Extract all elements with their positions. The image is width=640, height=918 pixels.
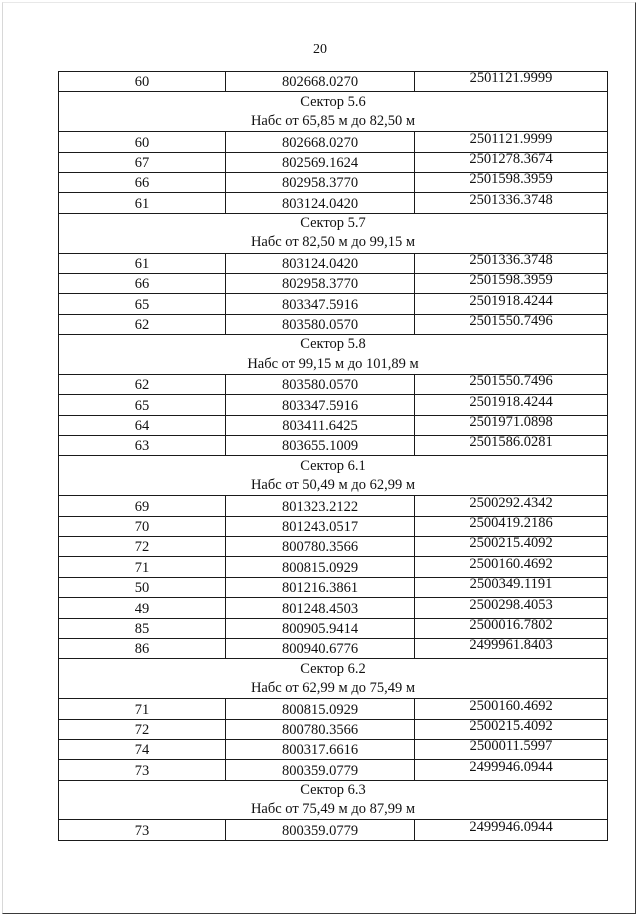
coordinates-table <box>58 71 608 841</box>
x-coordinate-value: 803411.6425 <box>282 418 358 435</box>
table-row <box>59 760 608 780</box>
x-coordinate-cell <box>226 760 415 780</box>
y-coordinate-value: 2500016.7802 <box>469 618 553 633</box>
sector-title: Сектор 5.8 <box>59 335 608 355</box>
y-coordinate-cell <box>415 496 608 516</box>
point-number-cell <box>59 598 226 618</box>
point-number-cell <box>59 172 226 192</box>
x-coordinate-cell <box>226 253 415 273</box>
x-coordinate-value: 803347.5916 <box>281 296 359 313</box>
y-coordinate-cell <box>415 618 608 638</box>
x-coordinate-value: 800905.9414 <box>281 620 359 637</box>
point-number-cell <box>59 193 226 213</box>
table-row <box>59 638 608 658</box>
point-number-value: 65 <box>134 296 150 313</box>
point-number-cell <box>59 152 226 172</box>
coordinates-table-body <box>59 72 608 841</box>
x-coordinate-value: 803655.1009 <box>281 438 359 455</box>
x-coordinate-cell <box>226 152 415 172</box>
y-coordinate-value: 2501598.3959 <box>469 172 553 188</box>
y-coordinate-value: 2501121.9999 <box>469 71 553 87</box>
x-coordinate-cell <box>226 496 415 516</box>
y-coordinate-value: 2500298.4053 <box>469 597 553 613</box>
height-range: Набс от 99,15 м до 101,89 м <box>59 354 608 374</box>
table-row <box>59 719 608 739</box>
x-coordinate-value: 800359.0779 <box>281 762 359 779</box>
x-coordinate-value: 802668.0270 <box>281 134 359 151</box>
x-coordinate-cell <box>226 132 415 152</box>
table-row <box>59 415 608 435</box>
sector-title: Сектор 6.3 <box>59 780 608 800</box>
height-range-row <box>59 800 608 820</box>
point-number-value: 66 <box>134 276 150 293</box>
x-coordinate-cell <box>226 193 415 213</box>
point-number-cell <box>59 719 226 739</box>
table-row <box>59 253 608 273</box>
x-coordinate-cell <box>226 598 415 618</box>
y-coordinate-cell <box>415 314 608 334</box>
table-row <box>59 618 608 638</box>
x-coordinate-cell <box>226 395 415 415</box>
y-coordinate-value: 2501918.4244 <box>469 394 553 410</box>
table-row <box>59 172 608 192</box>
table-row <box>59 536 608 556</box>
point-number-value: 60 <box>134 74 150 91</box>
point-number-cell <box>59 638 226 658</box>
x-coordinate-cell <box>226 618 415 638</box>
point-number-cell <box>59 699 226 719</box>
table-row <box>59 314 608 334</box>
y-coordinate-cell <box>415 699 608 719</box>
table-row <box>59 395 608 415</box>
point-number-cell <box>59 496 226 516</box>
y-coordinate-cell <box>415 536 608 556</box>
y-coordinate-value: 2500215.4092 <box>469 536 553 552</box>
y-coordinate-value: 2499961.8403 <box>469 638 553 654</box>
y-coordinate-cell <box>415 598 608 618</box>
y-coordinate-cell <box>415 193 608 213</box>
point-number-cell <box>59 760 226 780</box>
y-coordinate-cell <box>415 577 608 597</box>
x-coordinate-value: 800317.6616 <box>281 742 359 759</box>
sector-title-row <box>59 92 608 112</box>
y-coordinate-value: 2500292.4342 <box>469 495 553 511</box>
table-row <box>59 72 608 92</box>
y-coordinate-value: 2501918.4244 <box>469 293 553 309</box>
y-coordinate-cell <box>415 739 608 759</box>
x-coordinate-cell <box>226 273 415 293</box>
y-coordinate-value: 2501121.9999 <box>469 131 553 147</box>
y-coordinate-cell <box>415 395 608 415</box>
x-coordinate-cell <box>226 699 415 719</box>
x-coordinate-cell <box>226 516 415 536</box>
x-coordinate-value: 801243.0517 <box>281 518 359 535</box>
point-number-value: 71 <box>134 701 150 718</box>
table-row <box>59 598 608 618</box>
height-range: Набс от 62,99 м до 75,49 м <box>59 679 608 699</box>
x-coordinate-cell <box>226 557 415 577</box>
point-number-cell <box>59 557 226 577</box>
x-coordinate-value: 802569.1624 <box>281 154 359 171</box>
point-number-cell <box>59 415 226 435</box>
x-coordinate-value: 800815.0929 <box>281 559 359 576</box>
x-coordinate-value: 802958.3770 <box>281 175 359 192</box>
point-number-cell <box>59 820 226 840</box>
x-coordinate-cell <box>226 719 415 739</box>
point-number-value: 73 <box>134 822 150 839</box>
table-row <box>59 739 608 759</box>
point-number-cell <box>59 273 226 293</box>
x-coordinate-cell <box>226 739 415 759</box>
page-number: 20 <box>313 42 327 57</box>
y-coordinate-cell <box>415 273 608 293</box>
x-coordinate-value: 802668.0270 <box>281 74 359 91</box>
point-number-value: 62 <box>134 317 150 334</box>
table-row <box>59 577 608 597</box>
x-coordinate-value: 801323.2122 <box>281 498 359 515</box>
x-coordinate-value: 803347.5916 <box>281 397 359 414</box>
y-coordinate-cell <box>415 253 608 273</box>
y-coordinate-value: 2501278.3674 <box>469 152 553 167</box>
x-coordinate-cell <box>226 374 415 394</box>
x-coordinate-cell <box>226 577 415 597</box>
x-coordinate-cell <box>226 638 415 658</box>
height-range: Набс от 82,50 м до 99,15 м <box>59 233 608 253</box>
point-number-value: 60 <box>134 134 150 151</box>
height-range-row <box>59 233 608 253</box>
height-range-row <box>59 112 608 132</box>
point-number-value: 61 <box>134 195 150 212</box>
sector-title-row <box>59 659 608 679</box>
point-number-value: 86 <box>134 641 150 658</box>
y-coordinate-value: 2500349.1191 <box>469 577 553 593</box>
table-row <box>59 820 608 840</box>
x-coordinate-value: 803124.0420 <box>281 255 359 272</box>
y-coordinate-value: 2500215.4092 <box>469 719 553 734</box>
y-coordinate-cell <box>415 516 608 536</box>
point-number-cell <box>59 436 226 456</box>
sector-title-row <box>59 456 608 476</box>
y-coordinate-value: 2501598.3959 <box>469 273 553 289</box>
point-number-cell <box>59 536 226 556</box>
point-number-cell <box>59 253 226 273</box>
table-row <box>59 516 608 536</box>
y-coordinate-cell <box>415 557 608 577</box>
height-range-row <box>59 476 608 496</box>
point-number-value: 61 <box>134 255 150 272</box>
y-coordinate-value: 2501550.7496 <box>469 314 553 330</box>
y-coordinate-value: 2501336.3748 <box>469 192 553 208</box>
sector-title: Сектор 6.2 <box>59 659 608 679</box>
y-coordinate-cell <box>415 719 608 739</box>
y-coordinate-cell <box>415 760 608 780</box>
x-coordinate-value: 803580.0570 <box>281 317 359 334</box>
height-range-row <box>59 679 608 699</box>
y-coordinate-cell <box>415 72 608 92</box>
sector-title-row <box>59 780 608 800</box>
sector-title: Сектор 6.1 <box>59 456 608 476</box>
point-number-value: 62 <box>134 377 150 394</box>
point-number-cell <box>59 577 226 597</box>
y-coordinate-cell <box>415 152 608 172</box>
x-coordinate-value: 800940.6776 <box>281 641 359 658</box>
point-number-cell <box>59 72 226 92</box>
x-coordinate-value: 801248.4503 <box>281 600 359 617</box>
table-row <box>59 496 608 516</box>
height-range: Набс от 65,85 м до 82,50 м <box>59 112 608 132</box>
point-number-cell <box>59 314 226 334</box>
table-row <box>59 193 608 213</box>
point-number-value: 66 <box>134 175 150 192</box>
height-range-row <box>59 354 608 374</box>
height-range: Набс от 75,49 м до 87,99 м <box>59 800 608 820</box>
y-coordinate-value: 2501336.3748 <box>469 253 553 268</box>
point-number-cell <box>59 132 226 152</box>
sector-title: Сектор 5.7 <box>59 213 608 233</box>
point-number-cell <box>59 374 226 394</box>
point-number-value: 72 <box>134 539 150 556</box>
table-row <box>59 273 608 293</box>
point-number-cell <box>59 618 226 638</box>
sector-title: Сектор 5.6 <box>59 92 608 112</box>
y-coordinate-value: 2501550.7496 <box>469 374 553 390</box>
table-row <box>59 374 608 394</box>
y-coordinate-cell <box>415 374 608 394</box>
y-coordinate-value: 2499946.0944 <box>469 759 553 775</box>
y-coordinate-value: 2500011.5997 <box>469 739 553 755</box>
x-coordinate-value: 802958.3770 <box>281 276 359 293</box>
x-coordinate-value: 800780.3566 <box>281 539 359 556</box>
point-number-value: 71 <box>134 559 150 576</box>
y-coordinate-value: 2500160.4692 <box>469 698 553 714</box>
point-number-cell <box>59 739 226 759</box>
y-coordinate-value: 2500419.2186 <box>469 516 553 531</box>
point-number-value: 73 <box>134 762 150 779</box>
table-row <box>59 557 608 577</box>
y-coordinate-cell <box>415 436 608 456</box>
x-coordinate-value: 800359.0779 <box>281 822 359 839</box>
sector-title-row <box>59 335 608 355</box>
y-coordinate-cell <box>415 415 608 435</box>
table-row <box>59 132 608 152</box>
table-row <box>59 294 608 314</box>
x-coordinate-cell <box>226 820 415 840</box>
height-range: Набс от 50,49 м до 62,99 м <box>59 476 608 496</box>
y-coordinate-cell <box>415 172 608 192</box>
x-coordinate-value: 800815.0929 <box>281 701 359 718</box>
point-number-value: 72 <box>134 721 150 738</box>
y-coordinate-value: 2500160.4692 <box>469 556 553 572</box>
x-coordinate-value: 803124.0420 <box>281 195 359 212</box>
table-row <box>59 436 608 456</box>
y-coordinate-cell <box>415 294 608 314</box>
point-number-value: 64 <box>134 418 150 435</box>
point-number-value: 67 <box>134 154 150 171</box>
x-coordinate-cell <box>226 436 415 456</box>
y-coordinate-cell <box>415 638 608 658</box>
x-coordinate-value: 803580.0570 <box>281 377 359 394</box>
y-coordinate-value: 2501971.0898 <box>469 415 553 431</box>
point-number-cell <box>59 294 226 314</box>
x-coordinate-cell <box>226 172 415 192</box>
sector-title-row <box>59 213 608 233</box>
x-coordinate-value: 800780.3566 <box>281 721 359 738</box>
point-number-cell <box>59 516 226 536</box>
point-number-value: 50 <box>134 580 150 597</box>
point-number-value: 65 <box>134 397 150 414</box>
point-number-value: 74 <box>134 742 150 759</box>
table-row <box>59 152 608 172</box>
point-number-value: 63 <box>134 438 150 455</box>
point-number-value: 70 <box>134 518 150 535</box>
x-coordinate-cell <box>226 294 415 314</box>
y-coordinate-value: 2501586.0281 <box>469 435 553 451</box>
x-coordinate-cell <box>226 415 415 435</box>
x-coordinate-value: 801216.3861 <box>281 580 359 597</box>
point-number-value: 69 <box>134 498 150 515</box>
table-row <box>59 699 608 719</box>
x-coordinate-cell <box>226 72 415 92</box>
point-number-value: 85 <box>134 620 150 637</box>
x-coordinate-cell <box>226 314 415 334</box>
y-coordinate-value: 2499946.0944 <box>469 819 553 835</box>
y-coordinate-cell <box>415 132 608 152</box>
point-number-value: 49 <box>134 600 150 617</box>
point-number-cell <box>59 395 226 415</box>
x-coordinate-cell <box>226 536 415 556</box>
y-coordinate-cell <box>415 820 608 840</box>
